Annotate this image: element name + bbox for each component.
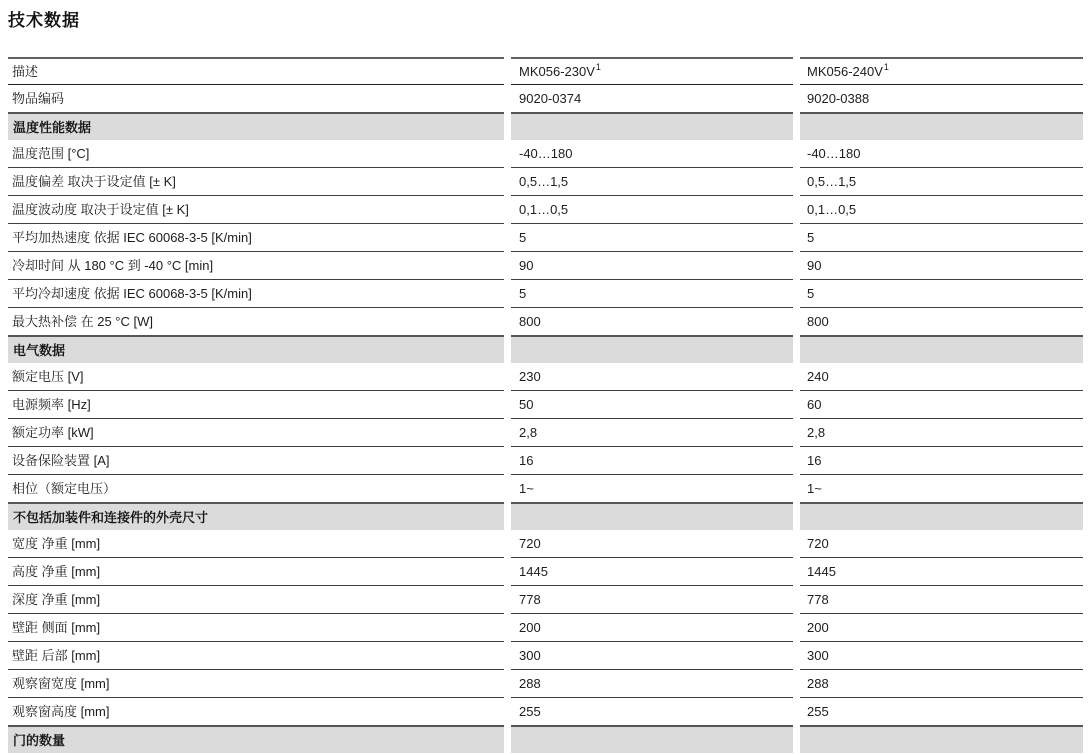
section-spacer (511, 112, 793, 140)
row-label: 冷却时间 从 180 °C 到 -40 °C [min] (8, 252, 504, 280)
row-label: 观察窗宽度 [mm] (8, 670, 504, 698)
row-value: 288 (800, 670, 1083, 698)
row-value: 230 (511, 363, 793, 391)
row-value: 0,1…0,5 (511, 196, 793, 224)
section-spacer (800, 502, 1083, 530)
row-label: 温度范围 [°C] (8, 140, 504, 168)
row-value: 800 (807, 314, 829, 329)
row-value: 240 (800, 363, 1083, 391)
row-label: 相位（额定电压） (12, 481, 117, 496)
row-value: 778 (511, 586, 793, 614)
column-header-model-240v (800, 57, 1083, 85)
section-title: 门的数量 (8, 725, 504, 753)
row-value: 0,5…1,5 (511, 168, 793, 196)
row-value: 60 (800, 391, 1083, 419)
row-label: 物品编码 (12, 91, 65, 106)
table-row (8, 140, 1083, 168)
table-row (8, 85, 1083, 112)
row-value: 300 (800, 642, 1083, 670)
table-row (8, 168, 1083, 196)
row-value: 9020-0388 (807, 91, 870, 106)
table-row (8, 530, 1083, 558)
table-row (8, 252, 1083, 280)
section-spacer (511, 725, 793, 753)
table-row (8, 475, 1083, 502)
row-label: 设备保险装置 [A] (8, 447, 504, 475)
row-value: -40…180 (511, 140, 793, 168)
row-value: 255 (807, 704, 829, 719)
row-value: 16 (511, 447, 793, 475)
section-header-row (8, 335, 1083, 363)
row-value: 1445 (511, 558, 793, 586)
row-value: 300 (511, 642, 793, 670)
table-row (8, 419, 1083, 447)
table-row (8, 308, 1083, 335)
section-header-row (8, 502, 1083, 530)
section-spacer (800, 335, 1083, 363)
row-value: 5 (800, 280, 1083, 308)
row-value: 16 (800, 447, 1083, 475)
row-value: -40…180 (800, 140, 1083, 168)
row-value: 90 (511, 252, 793, 280)
row-label: 深度 净重 [mm] (8, 586, 504, 614)
section-spacer (800, 725, 1083, 753)
row-label: 电源频率 [Hz] (8, 391, 504, 419)
row-value: 288 (511, 670, 793, 698)
section-title: 不包括加装件和连接件的外壳尺寸 (8, 502, 504, 530)
table-row (8, 391, 1083, 419)
section-header-row (8, 112, 1083, 140)
table-header-row (8, 57, 1083, 85)
row-value: 1~ (519, 481, 534, 496)
row-value: 0,1…0,5 (800, 196, 1083, 224)
model-name: MK056-240V (807, 64, 883, 79)
table-row (8, 670, 1083, 698)
row-label: 宽度 净重 [mm] (8, 530, 504, 558)
row-value: 0,5…1,5 (800, 168, 1083, 196)
row-value: 1445 (800, 558, 1083, 586)
row-label: 观察窗高度 [mm] (12, 704, 110, 719)
row-label: 最大热补偿 在 25 °C [W] (12, 314, 153, 329)
row-value: 778 (800, 586, 1083, 614)
row-label: 额定功率 [kW] (8, 419, 504, 447)
row-label: 平均加热速度 依据 IEC 60068-3-5 [K/min] (8, 224, 504, 252)
footnote-marker: 1 (595, 62, 601, 72)
section-title: 温度性能数据 (8, 112, 504, 140)
table-row (8, 447, 1083, 475)
row-value: 720 (511, 530, 793, 558)
row-value: 2,8 (800, 419, 1083, 447)
tech-data-table (8, 57, 1083, 753)
row-value: 5 (511, 224, 793, 252)
column-header-model-230v (511, 57, 793, 85)
row-label: 壁距 侧面 [mm] (8, 614, 504, 642)
row-label: 平均冷却速度 依据 IEC 60068-3-5 [K/min] (8, 280, 504, 308)
row-label: 壁距 后部 [mm] (8, 642, 504, 670)
section-spacer (800, 112, 1083, 140)
row-label: 温度偏差 取决于设定值 [± K] (8, 168, 504, 196)
table-row (8, 363, 1083, 391)
page-title: 技术数据 (8, 11, 80, 30)
row-value: 200 (511, 614, 793, 642)
table-row (8, 280, 1083, 308)
row-label: 高度 净重 [mm] (8, 558, 504, 586)
row-value: 90 (800, 252, 1083, 280)
row-value: 800 (519, 314, 541, 329)
table-row (8, 614, 1083, 642)
table-row (8, 224, 1083, 252)
row-value: 1~ (807, 481, 822, 496)
row-value: 9020-0374 (519, 91, 582, 106)
column-header-description: 描述 (8, 57, 504, 85)
section-header-row (8, 725, 1083, 753)
table-row (8, 586, 1083, 614)
table-row (8, 642, 1083, 670)
row-value: 5 (800, 224, 1083, 252)
table-row (8, 196, 1083, 224)
table-row (8, 698, 1083, 725)
row-label: 额定电压 [V] (8, 363, 504, 391)
section-spacer (511, 502, 793, 530)
section-title: 电气数据 (8, 335, 504, 363)
row-value: 2,8 (511, 419, 793, 447)
row-value: 5 (511, 280, 793, 308)
section-spacer (511, 335, 793, 363)
row-value: 200 (800, 614, 1083, 642)
row-label: 温度波动度 取决于设定值 [± K] (8, 196, 504, 224)
row-value: 255 (519, 704, 541, 719)
table-body (8, 85, 1083, 753)
row-value: 50 (511, 391, 793, 419)
row-value: 720 (800, 530, 1083, 558)
table-row (8, 558, 1083, 586)
footnote-marker: 1 (883, 62, 889, 72)
model-name: MK056-230V (519, 64, 595, 79)
